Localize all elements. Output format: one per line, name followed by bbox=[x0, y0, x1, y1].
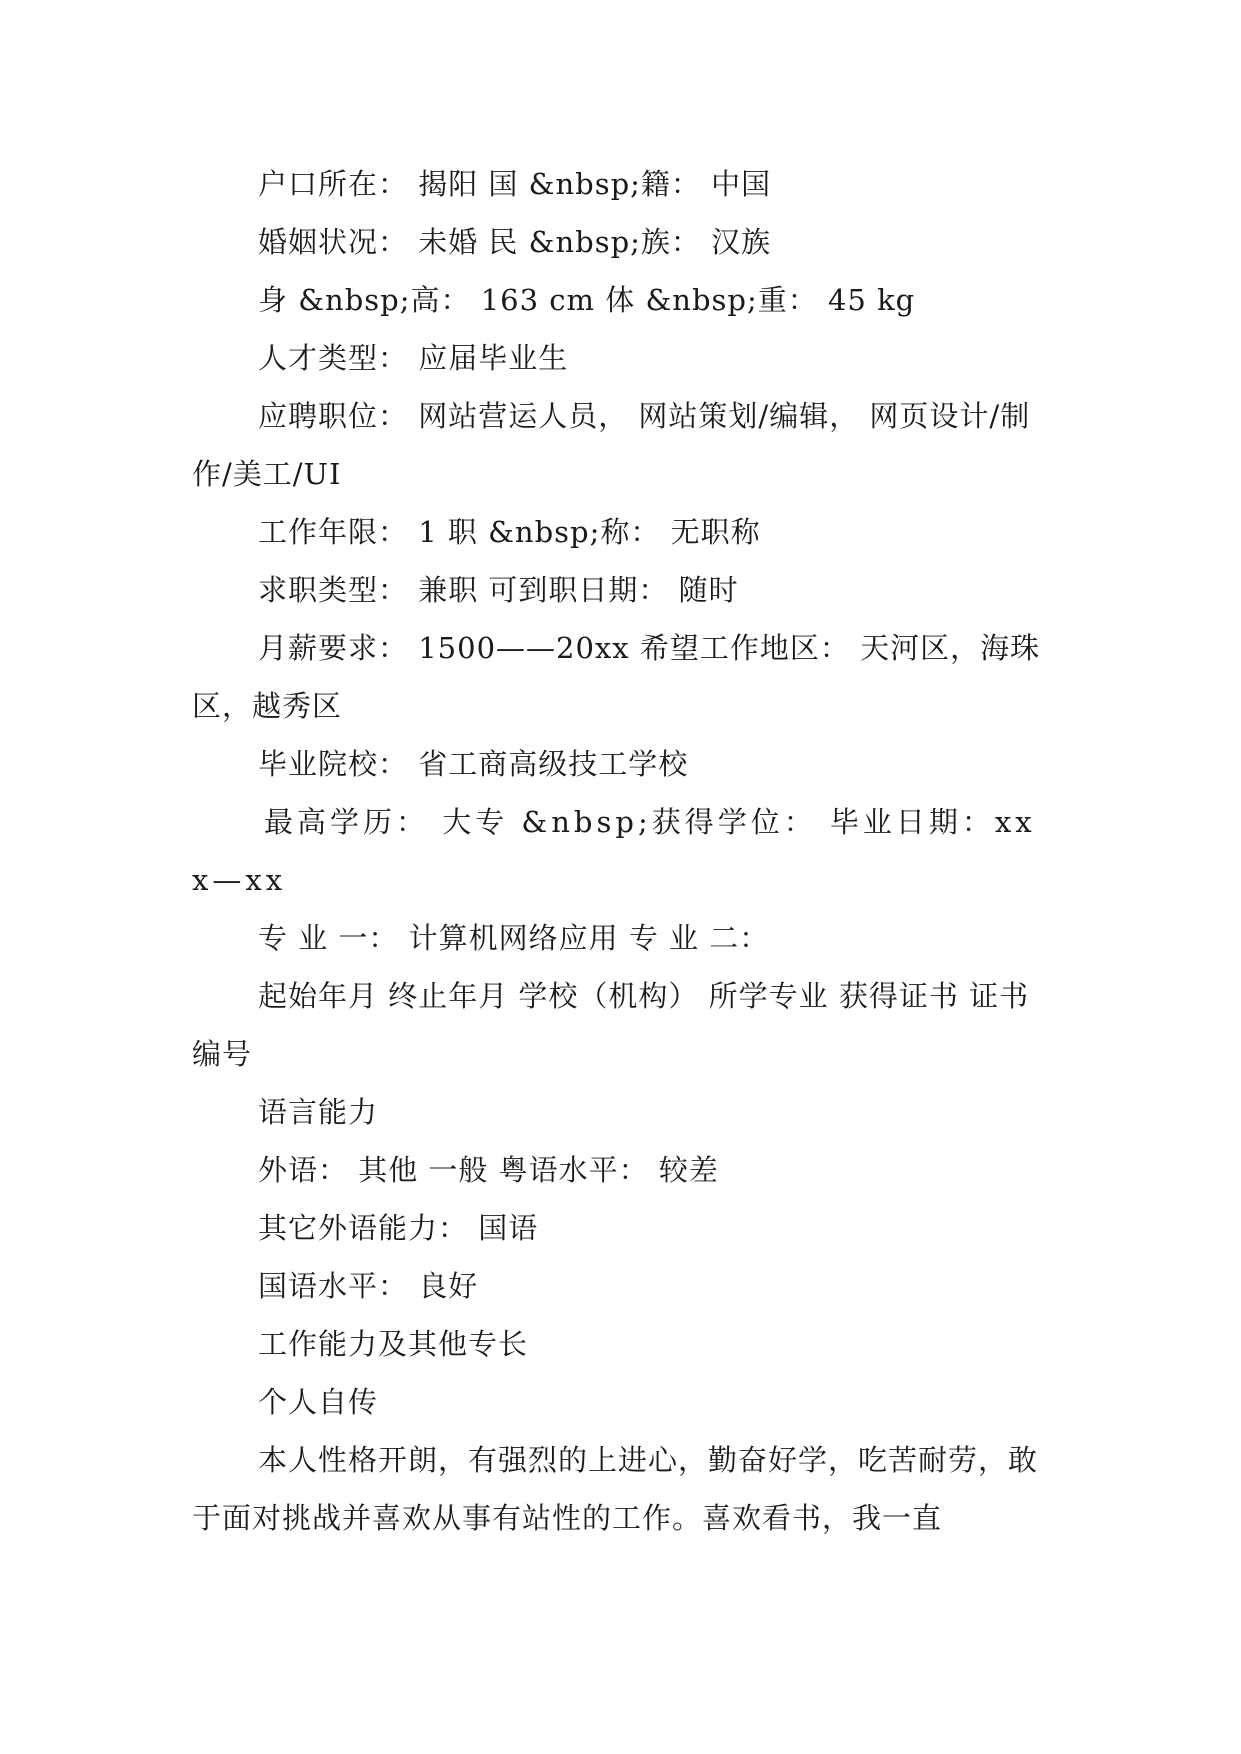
heading-work-ability: 工作能力及其他专长 bbox=[258, 1327, 529, 1361]
line-education: 最高学历： 大专 &nbsp;获得学位： 毕业日期：xxx—xx bbox=[192, 805, 1036, 897]
autobiography-text: 本人性格开朗，有强烈的上进心，勤奋好学，吃苦耐劳，敢于面对挑战并喜欢从事有站性的工作。喜欢看书，我一直 bbox=[192, 1443, 1039, 1535]
line-work-years: 工作年限： 1 职 &nbsp;称： 无职称 bbox=[258, 515, 761, 549]
line-education-table-header: 起始年月 终止年月 学校（机构） 所学专业 获得证书 证书编号 bbox=[192, 979, 1030, 1071]
line-hukou: 户口所在： 揭阳 国 &nbsp;籍： 中国 bbox=[258, 167, 772, 201]
line-school: 毕业院校： 省工商高级技工学校 bbox=[258, 747, 689, 781]
line-foreign-language: 外语： 其他 一般 粤语水平： 较差 bbox=[258, 1153, 719, 1187]
line-major: 专 业 一： 计算机网络应用 专 业 二： bbox=[258, 921, 770, 955]
line-salary: 月薪要求： 1500——20xx 希望工作地区： 天河区，海珠区，越秀区 bbox=[192, 631, 1041, 723]
line-job-type: 求职类型： 兼职 可到职日期： 随时 bbox=[258, 573, 739, 607]
document-body bbox=[192, 155, 1052, 1547]
heading-autobiography: 个人自传 bbox=[258, 1385, 379, 1419]
line-mandarin-level: 国语水平： 良好 bbox=[258, 1269, 479, 1303]
line-marital-status: 婚姻状况： 未婚 民 &nbsp;族： 汉族 bbox=[258, 225, 772, 259]
line-other-language: 其它外语能力： 国语 bbox=[258, 1211, 539, 1245]
line-talent-type: 人才类型： 应届毕业生 bbox=[258, 341, 569, 375]
line-height-weight: 身 &nbsp;高： 163 cm 体 &nbsp;重： 45 kg bbox=[258, 283, 916, 317]
heading-language-ability: 语言能力 bbox=[258, 1095, 379, 1129]
line-applied-position: 应聘职位： 网站营运人员， 网站策划/编辑， 网页设计/制作/美工/UI bbox=[192, 399, 1031, 491]
